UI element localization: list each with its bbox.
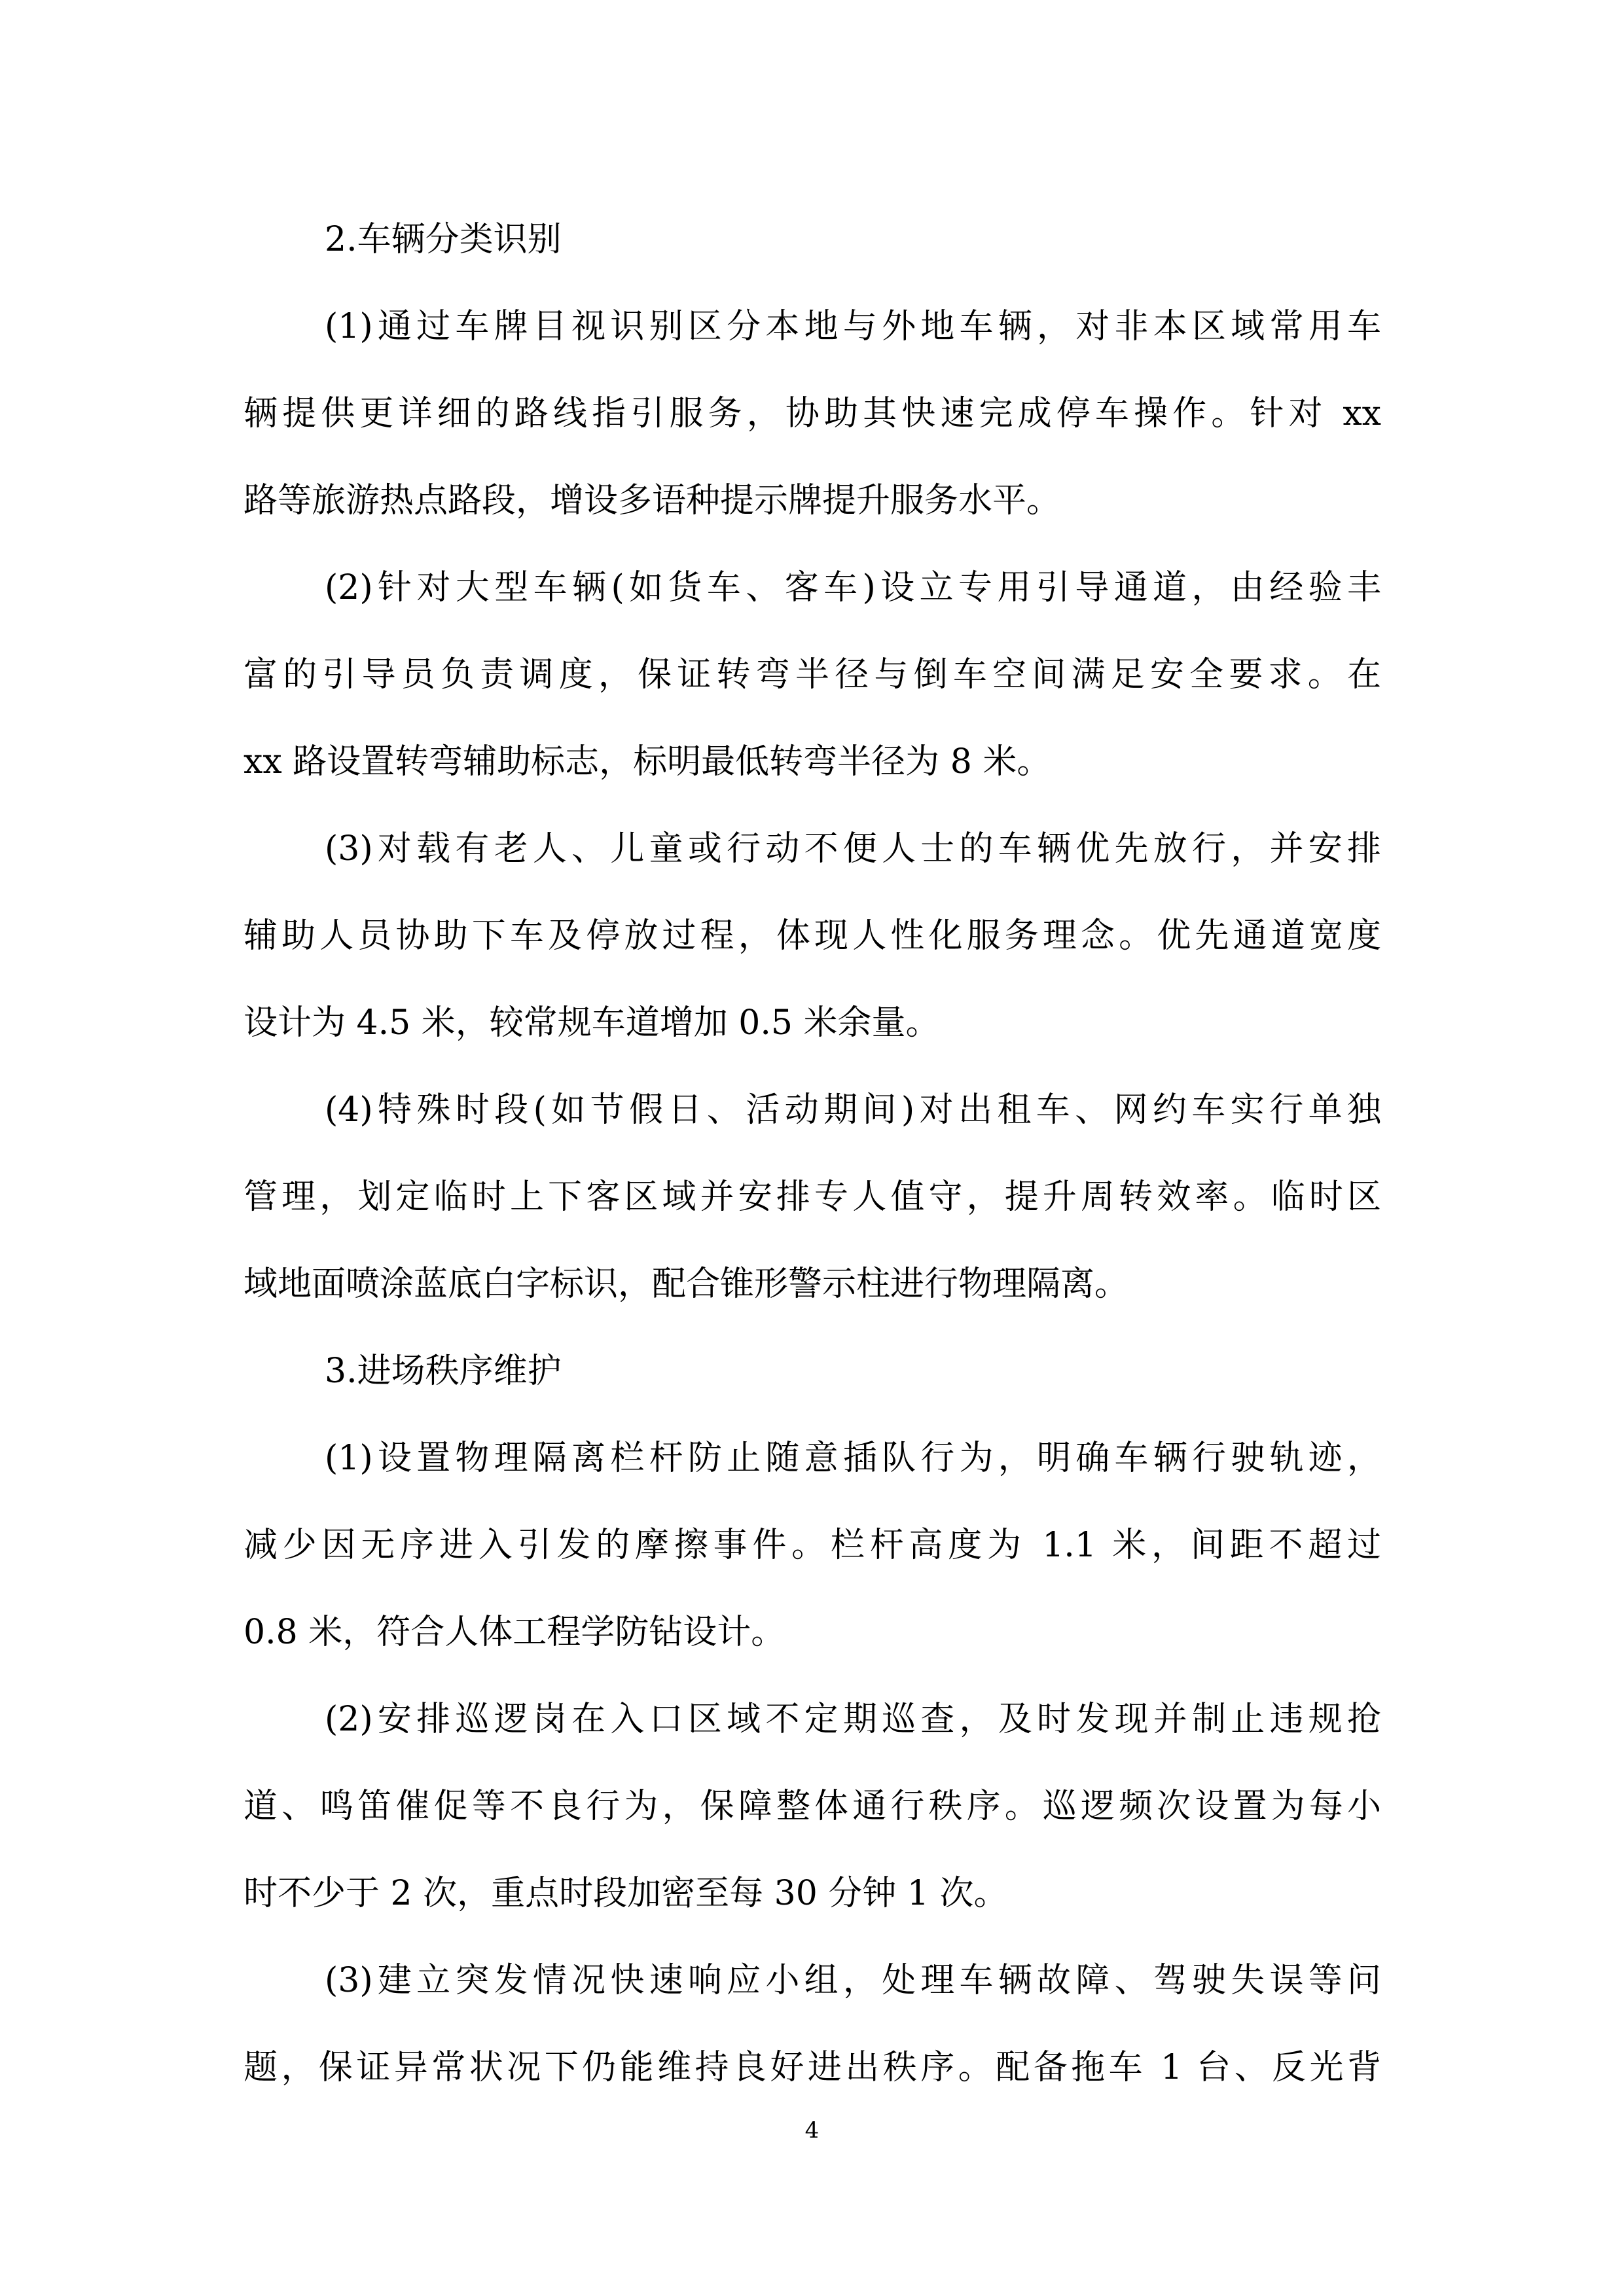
paragraph-line: 设计为 4.5 米，较常规车道增加 0.5 米余量。	[244, 1003, 940, 1043]
paragraph-line: 题，保证异常状况下仍能维持良好进出秩序。配备拖车 1 台、反光背	[244, 2048, 1381, 2087]
paragraph-line: (1)通过车牌目视识别区分本地与外地车辆，对非本区域常用车	[325, 307, 1381, 346]
paragraph-line: (2)安排巡逻岗在入口区域不定期巡查，及时发现并制止违规抢	[325, 1700, 1381, 1739]
paragraph-line: 辆提供更详细的路线指引服务，协助其快速完成停车操作。针对 xx	[244, 394, 1381, 433]
paragraph-line: (1)设置物理隔离栏杆防止随意插队行为，明确车辆行驶轨迹，	[325, 1439, 1381, 1478]
paragraph-line: (3)建立突发情况快速响应小组，处理车辆故障、驾驶失误等问	[325, 1961, 1381, 2000]
paragraph-line: 减少因无序进入引发的摩擦事件。栏杆高度为 1.1 米，间距不超过	[244, 1526, 1381, 1565]
paragraph-line: 道、鸣笛催促等不良行为，保障整体通行秩序。巡逻频次设置为每小	[244, 1787, 1381, 1826]
paragraph-line: 时不少于 2 次，重点时段加密至每 30 分钟 1 次。	[244, 1874, 1008, 1913]
paragraph-line: (3)对载有老人、儿童或行动不便人士的车辆优先放行，并安排	[325, 829, 1381, 869]
paragraph-line: (2)针对大型车辆(如货车、客车)设立专用引导通道，由经验丰	[325, 568, 1381, 607]
page-number: 4	[804, 2117, 820, 2144]
paragraph-line: 0.8 米，符合人体工程学防钻设计。	[244, 1613, 785, 1652]
paragraph-line: 富的引导员负责调度，保证转弯半径与倒车空间满足安全要求。在	[244, 655, 1381, 694]
paragraph-line: xx 路设置转弯辅助标志，标明最低转弯半径为 8 米。	[244, 742, 1051, 781]
section-heading: 3.进场秩序维护	[325, 1352, 562, 1391]
paragraph-line: 辅助人员协助下车及停放过程，体现人性化服务理念。优先通道宽度	[244, 916, 1381, 956]
paragraph-line: 路等旅游热点路段，增设多语种提示牌提升服务水平。	[244, 481, 1061, 520]
paragraph-line: 管理，划定临时上下客区域并安排专人值守，提升周转效率。临时区	[244, 1177, 1381, 1217]
paragraph-line: (4)特殊时段(如节假日、活动期间)对出租车、网约车实行单独	[325, 1090, 1381, 1130]
section-heading: 2.车辆分类识别	[325, 220, 562, 259]
paragraph-line: 域地面喷涂蓝底白字标识，配合锥形警示柱进行物理隔离。	[244, 1265, 1129, 1304]
